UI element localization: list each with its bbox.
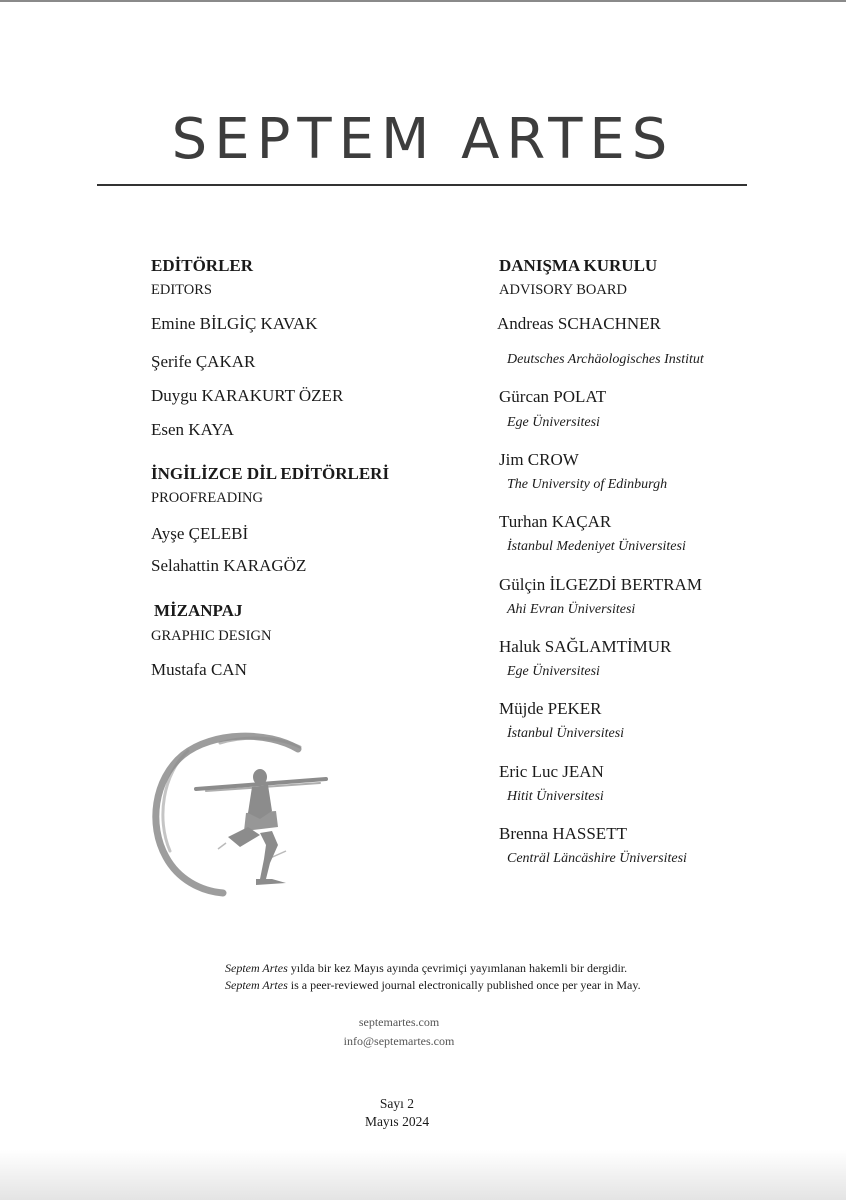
description-en-text: is a peer-reviewed journal electronically published once per year in May.: [287, 977, 641, 992]
board-member-affiliation: Deutsches Archäologisches Institut: [507, 352, 704, 367]
website-link[interactable]: septemartes.com: [358, 1015, 440, 1029]
board-member-affiliation: İstanbul Üniversitesi: [507, 726, 625, 741]
advisory-heading: DANIŞMA KURULU: [499, 256, 658, 275]
board-member-name: Müjde PEKER: [499, 699, 602, 718]
issue-date: Mayıs 2024: [364, 1114, 430, 1129]
journal-name: Septem Artes: [225, 977, 288, 992]
issue-number: Sayı 2: [379, 1096, 415, 1111]
board-member-name: Brenna HASSETT: [499, 824, 627, 843]
title-divider: [97, 184, 747, 186]
proofreading-subheading: PROOFREADING: [151, 490, 263, 506]
board-member-affiliation: Ege Üniversitesi: [507, 664, 600, 679]
journal-name: Septem Artes: [225, 961, 288, 975]
journal-title: SEPTEM ARTES: [171, 107, 675, 172]
board-member-affiliation: Ahi Evran Üniversitesi: [507, 602, 636, 617]
proofreader-name: Ayşe ÇELEBİ: [151, 524, 249, 543]
board-member-name: Eric Luc JEAN: [499, 762, 604, 781]
dancer-circle-logo: [148, 727, 333, 897]
board-member-affiliation: Ege Üniversitesi: [507, 415, 600, 430]
board-member-name: Andreas SCHACHNER: [497, 314, 661, 333]
board-member-affiliation: Centräl Läncäshire Üniversitesi: [507, 851, 687, 866]
designer-name: Mustafa CAN: [151, 660, 247, 679]
editor-name: Emine BİLGİÇ KAVAK: [151, 314, 318, 333]
description-tr: [225, 960, 641, 977]
board-member-name: Gürcan POLAT: [499, 387, 607, 406]
design-heading: MİZANPAJ: [154, 601, 243, 620]
editors-heading: EDİTÖRLER: [151, 256, 254, 275]
proofreader-name: Selahattin KARAGÖZ: [151, 556, 307, 575]
editor-name: Esen KAYA: [151, 420, 234, 439]
journal-description: [225, 960, 641, 993]
board-member-name: Gülçin İLGEZDİ BERTRAM: [499, 575, 702, 594]
board-member-affiliation: Hitit Üniversitesi: [507, 789, 604, 804]
editor-name: Şerife ÇAKAR: [151, 352, 256, 371]
board-member-name: Jim CROW: [499, 450, 579, 469]
editors-subheading: EDITORS: [151, 282, 212, 298]
email-link[interactable]: info@septemartes.com: [343, 1034, 455, 1048]
board-member-name: Turhan KAÇAR: [499, 512, 612, 531]
advisory-subheading: ADVISORY BOARD: [499, 282, 627, 298]
board-member-affiliation: The University of Edinburgh: [507, 477, 668, 492]
editor-name: Duygu KARAKURT ÖZER: [151, 386, 344, 405]
page-bottom-shade: [0, 1150, 846, 1200]
description-tr-text: yılda bir kez Mayıs ayında çevrimiçi yayımlanan hakemli bir dergidir.: [287, 961, 628, 975]
description-en: [225, 977, 641, 994]
board-member-affiliation: İstanbul Medeniyet Üniversitesi: [507, 539, 686, 554]
design-subheading: GRAPHIC DESIGN: [151, 628, 272, 644]
top-border: [0, 0, 846, 2]
proofreading-heading: İNGİLİZCE DİL EDİTÖRLERİ: [151, 464, 390, 483]
board-member-name: Haluk SAĞLAMTİMUR: [499, 637, 672, 656]
